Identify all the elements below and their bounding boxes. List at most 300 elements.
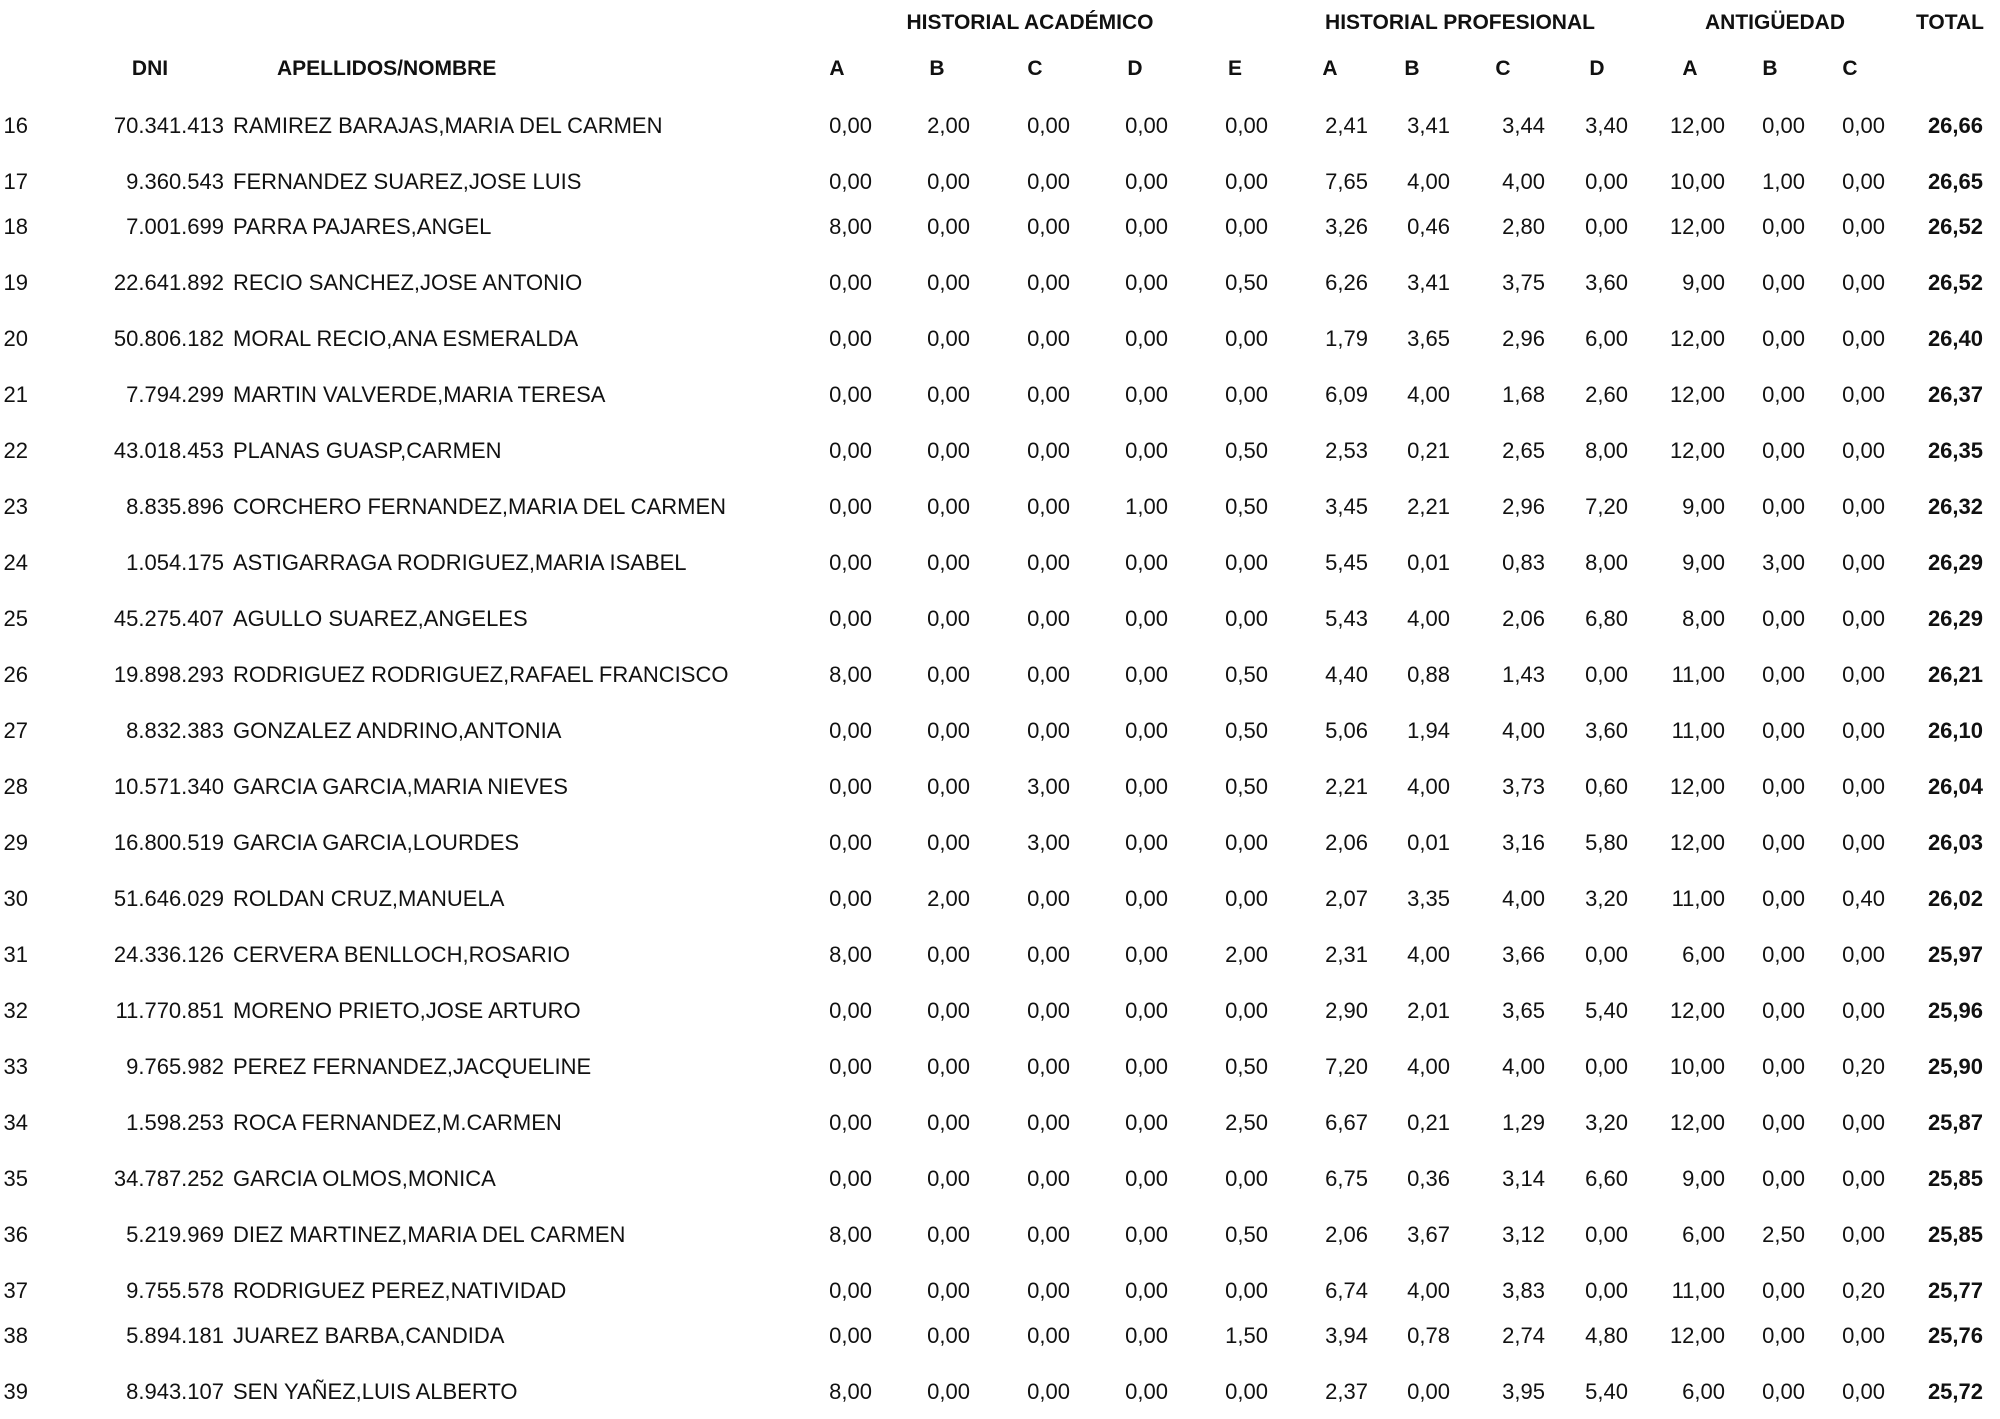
antiguedad-cell: 0,00 bbox=[1842, 998, 1885, 1023]
historial-profesional-cell: 3,16 bbox=[1502, 830, 1545, 855]
historial-academico-cell: 0,00 bbox=[1027, 886, 1070, 911]
dni-cell: 7.001.699 bbox=[126, 214, 224, 239]
dni-cell: 9.765.982 bbox=[126, 1054, 224, 1079]
historial-academico-cell: 0,00 bbox=[1027, 326, 1070, 351]
historial-academico-cell: 0,00 bbox=[1027, 494, 1070, 519]
row-number: 18 bbox=[3, 214, 28, 239]
historial-academico-cell: 0,00 bbox=[1027, 1054, 1070, 1079]
historial-profesional-cell: 2,21 bbox=[1407, 494, 1450, 519]
historial-academico-cell: 0,00 bbox=[927, 438, 970, 463]
antiguedad-cell: 6,00 bbox=[1682, 1379, 1725, 1404]
historial-profesional-cell: 0,00 bbox=[1585, 1222, 1628, 1247]
historial-academico-cell: 0,00 bbox=[829, 169, 872, 194]
historial-profesional-cell: 0,00 bbox=[1585, 942, 1628, 967]
historial-profesional-cell: 4,00 bbox=[1407, 1054, 1450, 1079]
total-cell: 26,29 bbox=[1927, 606, 1983, 631]
row-number: 28 bbox=[3, 774, 28, 799]
name-cell: ROCA FERNANDEZ,M.CARMEN bbox=[233, 1110, 562, 1135]
historial-profesional-cell: 0,78 bbox=[1407, 1323, 1450, 1348]
historial-profesional-cell: 1,79 bbox=[1325, 326, 1368, 351]
historial-academico-cell: 0,00 bbox=[1125, 1278, 1168, 1303]
antiguedad-cell: 0,00 bbox=[1762, 998, 1805, 1023]
antiguedad-cell: 0,00 bbox=[1842, 1222, 1885, 1247]
historial-profesional-cell: 2,90 bbox=[1325, 998, 1368, 1023]
antiguedad-cell: 0,00 bbox=[1762, 718, 1805, 743]
group-header-historial-profesional: HISTORIAL PROFESIONAL bbox=[1325, 11, 1595, 34]
dni-cell: 45.275.407 bbox=[113, 606, 224, 631]
historial-academico-cell: 0,50 bbox=[1225, 718, 1268, 743]
historial-profesional-cell: 2,96 bbox=[1502, 494, 1545, 519]
row-number: 30 bbox=[3, 886, 28, 911]
antiguedad-cell: 0,20 bbox=[1842, 1054, 1885, 1079]
antiguedad-cell: 12,00 bbox=[1669, 382, 1725, 407]
antiguedad-cell: 0,00 bbox=[1842, 662, 1885, 687]
antiguedad-cell: 0,00 bbox=[1842, 1166, 1885, 1191]
total-cell: 26,03 bbox=[1927, 830, 1983, 855]
column-header-an-a: A bbox=[1682, 57, 1698, 80]
historial-academico-cell: 0,50 bbox=[1225, 1054, 1268, 1079]
historial-profesional-cell: 4,00 bbox=[1407, 1278, 1450, 1303]
historial-academico-cell: 0,00 bbox=[1027, 214, 1070, 239]
dni-cell: 11.770.851 bbox=[115, 998, 224, 1023]
historial-profesional-cell: 2,41 bbox=[1325, 113, 1368, 138]
total-cell: 26,10 bbox=[1927, 718, 1983, 743]
historial-academico-cell: 0,00 bbox=[927, 1166, 970, 1191]
historial-academico-cell: 0,00 bbox=[1225, 550, 1268, 575]
column-header-dni: DNI bbox=[131, 57, 169, 80]
antiguedad-cell: 6,00 bbox=[1682, 942, 1725, 967]
historial-profesional-cell: 2,60 bbox=[1585, 382, 1628, 407]
antiguedad-cell: 0,00 bbox=[1842, 494, 1885, 519]
historial-academico-cell: 0,00 bbox=[829, 438, 872, 463]
name-cell: MARTIN VALVERDE,MARIA TERESA bbox=[233, 382, 606, 407]
historial-academico-cell: 2,00 bbox=[927, 886, 970, 911]
historial-profesional-cell: 4,00 bbox=[1502, 169, 1545, 194]
historial-profesional-cell: 4,00 bbox=[1407, 942, 1450, 967]
dni-cell: 9.755.578 bbox=[126, 1278, 224, 1303]
name-cell: PEREZ FERNANDEZ,JACQUELINE bbox=[233, 1054, 592, 1079]
historial-profesional-cell: 3,67 bbox=[1407, 1222, 1450, 1247]
historial-profesional-cell: 3,20 bbox=[1585, 886, 1628, 911]
historial-profesional-cell: 5,45 bbox=[1325, 550, 1368, 575]
historial-academico-cell: 0,00 bbox=[1027, 169, 1070, 194]
historial-profesional-cell: 3,65 bbox=[1502, 998, 1545, 1023]
historial-academico-cell: 0,00 bbox=[1027, 270, 1070, 295]
historial-academico-cell: 0,00 bbox=[1125, 1110, 1168, 1135]
historial-profesional-cell: 6,75 bbox=[1325, 1166, 1368, 1191]
historial-academico-cell: 3,00 bbox=[1027, 774, 1070, 799]
antiguedad-cell: 0,00 bbox=[1842, 270, 1885, 295]
historial-profesional-cell: 6,60 bbox=[1585, 1166, 1628, 1191]
total-cell: 26,35 bbox=[1927, 438, 1983, 463]
historial-profesional-cell: 7,20 bbox=[1585, 494, 1628, 519]
antiguedad-cell: 0,00 bbox=[1762, 1166, 1805, 1191]
antiguedad-cell: 10,00 bbox=[1669, 169, 1725, 194]
historial-academico-cell: 0,50 bbox=[1225, 438, 1268, 463]
row-number: 17 bbox=[3, 169, 28, 194]
row-number: 16 bbox=[3, 113, 28, 138]
antiguedad-cell: 1,00 bbox=[1762, 169, 1805, 194]
historial-academico-cell: 0,00 bbox=[927, 1379, 970, 1404]
historial-academico-cell: 0,00 bbox=[1225, 169, 1268, 194]
historial-profesional-cell: 0,00 bbox=[1407, 1379, 1450, 1404]
name-cell: PARRA PAJARES,ANGEL bbox=[233, 214, 492, 239]
historial-profesional-cell: 2,07 bbox=[1325, 886, 1368, 911]
historial-academico-cell: 0,00 bbox=[1125, 214, 1168, 239]
antiguedad-cell: 9,00 bbox=[1682, 494, 1725, 519]
historial-academico-cell: 0,00 bbox=[927, 494, 970, 519]
antiguedad-cell: 0,00 bbox=[1842, 113, 1885, 138]
total-cell: 25,76 bbox=[1927, 1323, 1983, 1348]
historial-profesional-cell: 2,06 bbox=[1325, 1222, 1368, 1247]
historial-academico-cell: 2,00 bbox=[1225, 942, 1268, 967]
row-number: 32 bbox=[3, 998, 28, 1023]
historial-profesional-cell: 0,46 bbox=[1407, 214, 1450, 239]
historial-academico-cell: 0,00 bbox=[829, 886, 872, 911]
historial-academico-cell: 0,00 bbox=[829, 494, 872, 519]
historial-profesional-cell: 0,88 bbox=[1407, 662, 1450, 687]
antiguedad-cell: 12,00 bbox=[1669, 998, 1725, 1023]
dni-cell: 22.641.892 bbox=[113, 270, 224, 295]
antiguedad-cell: 6,00 bbox=[1682, 1222, 1725, 1247]
column-header-ha-c: C bbox=[1027, 57, 1043, 80]
historial-profesional-cell: 4,00 bbox=[1407, 606, 1450, 631]
total-cell: 26,04 bbox=[1927, 774, 1983, 799]
historial-academico-cell: 0,00 bbox=[1125, 1379, 1168, 1404]
historial-academico-cell: 0,00 bbox=[1027, 998, 1070, 1023]
dni-cell: 5.894.181 bbox=[126, 1323, 224, 1348]
antiguedad-cell: 11,00 bbox=[1671, 886, 1725, 911]
historial-profesional-cell: 0,36 bbox=[1407, 1166, 1450, 1191]
historial-profesional-cell: 3,12 bbox=[1502, 1222, 1545, 1247]
antiguedad-cell: 12,00 bbox=[1669, 830, 1725, 855]
antiguedad-cell: 0,00 bbox=[1842, 774, 1885, 799]
antiguedad-cell: 0,00 bbox=[1762, 494, 1805, 519]
group-header-antiguedad: ANTIGÜEDAD bbox=[1705, 11, 1845, 34]
historial-profesional-cell: 0,00 bbox=[1585, 214, 1628, 239]
historial-profesional-cell: 3,75 bbox=[1502, 270, 1545, 295]
historial-profesional-cell: 2,74 bbox=[1502, 1323, 1545, 1348]
historial-academico-cell: 0,00 bbox=[927, 606, 970, 631]
historial-academico-cell: 0,00 bbox=[1125, 1222, 1168, 1247]
historial-profesional-cell: 1,29 bbox=[1502, 1110, 1545, 1135]
antiguedad-cell: 8,00 bbox=[1682, 606, 1725, 631]
historial-academico-cell: 0,00 bbox=[1027, 1379, 1070, 1404]
historial-academico-cell: 0,00 bbox=[927, 718, 970, 743]
antiguedad-cell: 0,00 bbox=[1842, 169, 1885, 194]
antiguedad-cell: 0,00 bbox=[1842, 942, 1885, 967]
antiguedad-cell: 0,00 bbox=[1762, 270, 1805, 295]
total-cell: 26,66 bbox=[1927, 113, 1983, 138]
total-cell: 26,52 bbox=[1927, 214, 1983, 239]
historial-academico-cell: 0,00 bbox=[927, 942, 970, 967]
antiguedad-cell: 11,00 bbox=[1671, 718, 1725, 743]
historial-profesional-cell: 3,35 bbox=[1407, 886, 1450, 911]
historial-profesional-cell: 4,00 bbox=[1502, 718, 1545, 743]
historial-profesional-cell: 8,00 bbox=[1585, 550, 1628, 575]
row-number: 35 bbox=[3, 1166, 28, 1191]
row-number: 19 bbox=[3, 270, 28, 295]
historial-profesional-cell: 3,40 bbox=[1585, 113, 1628, 138]
historial-academico-cell: 0,00 bbox=[1125, 438, 1168, 463]
historial-academico-cell: 0,00 bbox=[829, 113, 872, 138]
historial-academico-cell: 0,00 bbox=[1125, 1323, 1168, 1348]
antiguedad-cell: 0,00 bbox=[1762, 1379, 1805, 1404]
historial-profesional-cell: 3,26 bbox=[1325, 214, 1368, 239]
name-cell: CERVERA BENLLOCH,ROSARIO bbox=[233, 942, 571, 967]
historial-profesional-cell: 5,40 bbox=[1585, 1379, 1628, 1404]
row-number: 29 bbox=[3, 830, 28, 855]
historial-academico-cell: 0,00 bbox=[927, 326, 970, 351]
name-cell: RECIO SANCHEZ,JOSE ANTONIO bbox=[233, 270, 583, 295]
historial-academico-cell: 0,00 bbox=[1125, 606, 1168, 631]
historial-academico-cell: 0,00 bbox=[1027, 718, 1070, 743]
historial-profesional-cell: 0,00 bbox=[1585, 662, 1628, 687]
antiguedad-cell: 9,00 bbox=[1682, 270, 1725, 295]
antiguedad-cell: 0,00 bbox=[1842, 830, 1885, 855]
historial-academico-cell: 0,00 bbox=[1125, 886, 1168, 911]
dni-cell: 8.943.107 bbox=[126, 1379, 224, 1404]
historial-profesional-cell: 3,60 bbox=[1585, 718, 1628, 743]
historial-academico-cell: 0,00 bbox=[1125, 718, 1168, 743]
dni-cell: 10.571.340 bbox=[113, 774, 224, 799]
row-number: 24 bbox=[3, 550, 28, 575]
historial-profesional-cell: 1,43 bbox=[1502, 662, 1545, 687]
historial-academico-cell: 0,00 bbox=[829, 606, 872, 631]
antiguedad-cell: 0,00 bbox=[1842, 1323, 1885, 1348]
historial-profesional-cell: 2,53 bbox=[1325, 438, 1368, 463]
column-header-an-c: C bbox=[1842, 57, 1858, 80]
dni-cell: 70.341.413 bbox=[113, 113, 224, 138]
antiguedad-cell: 0,00 bbox=[1762, 113, 1805, 138]
historial-academico-cell: 0,00 bbox=[1125, 169, 1168, 194]
historial-academico-cell: 0,00 bbox=[927, 169, 970, 194]
name-cell: GARCIA GARCIA,LOURDES bbox=[233, 830, 520, 855]
historial-profesional-cell: 3,66 bbox=[1502, 942, 1545, 967]
historial-profesional-cell: 4,00 bbox=[1407, 382, 1450, 407]
antiguedad-cell: 0,00 bbox=[1762, 606, 1805, 631]
historial-academico-cell: 0,00 bbox=[829, 774, 872, 799]
historial-academico-cell: 0,00 bbox=[829, 998, 872, 1023]
row-number: 20 bbox=[3, 326, 28, 351]
historial-academico-cell: 0,00 bbox=[1027, 942, 1070, 967]
historial-academico-cell: 0,00 bbox=[927, 214, 970, 239]
historial-academico-cell: 0,00 bbox=[829, 382, 872, 407]
antiguedad-cell: 12,00 bbox=[1669, 113, 1725, 138]
historial-academico-cell: 0,00 bbox=[1027, 606, 1070, 631]
historial-academico-cell: 0,00 bbox=[1027, 1110, 1070, 1135]
historial-academico-cell: 0,00 bbox=[927, 1222, 970, 1247]
historial-academico-cell: 0,00 bbox=[927, 998, 970, 1023]
historial-profesional-cell: 0,83 bbox=[1502, 550, 1545, 575]
historial-academico-cell: 0,50 bbox=[1225, 270, 1268, 295]
name-cell: RODRIGUEZ PEREZ,NATIVIDAD bbox=[233, 1278, 567, 1303]
row-number: 26 bbox=[3, 662, 28, 687]
historial-academico-cell: 0,00 bbox=[927, 774, 970, 799]
total-cell: 25,97 bbox=[1927, 942, 1983, 967]
historial-academico-cell: 0,00 bbox=[829, 1054, 872, 1079]
historial-profesional-cell: 8,00 bbox=[1585, 438, 1628, 463]
historial-academico-cell: 0,00 bbox=[927, 662, 970, 687]
historial-academico-cell: 0,00 bbox=[927, 1110, 970, 1135]
historial-academico-cell: 0,50 bbox=[1225, 774, 1268, 799]
antiguedad-cell: 0,00 bbox=[1842, 1379, 1885, 1404]
row-number: 27 bbox=[3, 718, 28, 743]
antiguedad-cell: 0,00 bbox=[1762, 1323, 1805, 1348]
antiguedad-cell: 0,00 bbox=[1762, 662, 1805, 687]
historial-academico-cell: 8,00 bbox=[829, 1379, 872, 1404]
historial-profesional-cell: 0,01 bbox=[1407, 550, 1450, 575]
antiguedad-cell: 12,00 bbox=[1669, 1323, 1725, 1348]
historial-academico-cell: 0,00 bbox=[1027, 550, 1070, 575]
historial-academico-cell: 0,00 bbox=[927, 1054, 970, 1079]
total-cell: 26,40 bbox=[1927, 326, 1983, 351]
name-cell: MORAL RECIO,ANA ESMERALDA bbox=[233, 326, 579, 351]
total-cell: 26,65 bbox=[1927, 169, 1983, 194]
historial-profesional-cell: 2,37 bbox=[1325, 1379, 1368, 1404]
historial-profesional-cell: 4,00 bbox=[1407, 774, 1450, 799]
historial-academico-cell: 1,00 bbox=[1125, 494, 1168, 519]
group-header-total: TOTAL bbox=[1915, 11, 1985, 34]
antiguedad-cell: 3,00 bbox=[1762, 550, 1805, 575]
row-number: 33 bbox=[3, 1054, 28, 1079]
total-cell: 25,96 bbox=[1927, 998, 1983, 1023]
historial-academico-cell: 0,00 bbox=[1225, 1166, 1268, 1191]
historial-profesional-cell: 7,20 bbox=[1325, 1054, 1368, 1079]
historial-profesional-cell: 5,40 bbox=[1585, 998, 1628, 1023]
name-cell: FERNANDEZ SUAREZ,JOSE LUIS bbox=[233, 169, 582, 194]
antiguedad-cell: 0,00 bbox=[1842, 1110, 1885, 1135]
historial-academico-cell: 1,50 bbox=[1225, 1323, 1268, 1348]
historial-academico-cell: 0,00 bbox=[1225, 606, 1268, 631]
historial-academico-cell: 0,00 bbox=[1225, 1278, 1268, 1303]
historial-profesional-cell: 5,06 bbox=[1325, 718, 1368, 743]
name-cell: PLANAS GUASP,CARMEN bbox=[233, 438, 502, 463]
antiguedad-cell: 12,00 bbox=[1669, 326, 1725, 351]
historial-academico-cell: 0,00 bbox=[1125, 270, 1168, 295]
historial-profesional-cell: 3,44 bbox=[1502, 113, 1545, 138]
row-number: 25 bbox=[3, 606, 28, 631]
antiguedad-cell: 0,00 bbox=[1762, 774, 1805, 799]
total-cell: 26,32 bbox=[1927, 494, 1983, 519]
dni-cell: 1.054.175 bbox=[126, 550, 224, 575]
historial-academico-cell: 0,00 bbox=[1225, 886, 1268, 911]
name-cell: CORCHERO FERNANDEZ,MARIA DEL CARMEN bbox=[233, 494, 727, 519]
total-cell: 26,29 bbox=[1927, 550, 1983, 575]
total-cell: 25,85 bbox=[1927, 1222, 1983, 1247]
historial-academico-cell: 0,00 bbox=[1225, 214, 1268, 239]
column-header-ha-a: A bbox=[829, 57, 845, 80]
antiguedad-cell: 0,00 bbox=[1842, 606, 1885, 631]
historial-academico-cell: 0,00 bbox=[1125, 113, 1168, 138]
historial-academico-cell: 0,00 bbox=[927, 830, 970, 855]
historial-profesional-cell: 4,00 bbox=[1502, 886, 1545, 911]
row-number: 23 bbox=[3, 494, 28, 519]
historial-academico-cell: 0,00 bbox=[1225, 830, 1268, 855]
historial-academico-cell: 0,00 bbox=[927, 550, 970, 575]
historial-academico-cell: 8,00 bbox=[829, 214, 872, 239]
historial-academico-cell: 0,00 bbox=[1027, 1222, 1070, 1247]
historial-profesional-cell: 5,80 bbox=[1585, 830, 1628, 855]
historial-profesional-cell: 6,67 bbox=[1325, 1110, 1368, 1135]
name-cell: ASTIGARRAGA RODRIGUEZ,MARIA ISABEL bbox=[233, 550, 687, 575]
antiguedad-cell: 2,50 bbox=[1762, 1222, 1805, 1247]
historial-academico-cell: 0,00 bbox=[829, 270, 872, 295]
historial-profesional-cell: 0,00 bbox=[1585, 169, 1628, 194]
antiguedad-cell: 0,00 bbox=[1762, 1054, 1805, 1079]
name-cell: GONZALEZ ANDRINO,ANTONIA bbox=[233, 718, 562, 743]
dni-cell: 5.219.969 bbox=[126, 1222, 224, 1247]
antiguedad-cell: 0,00 bbox=[1762, 214, 1805, 239]
antiguedad-cell: 0,00 bbox=[1762, 326, 1805, 351]
total-cell: 26,21 bbox=[1927, 662, 1983, 687]
column-header-ha-e: E bbox=[1227, 57, 1242, 80]
row-number: 31 bbox=[3, 942, 28, 967]
row-number: 21 bbox=[3, 382, 28, 407]
name-cell: DIEZ MARTINEZ,MARIA DEL CARMEN bbox=[233, 1222, 626, 1247]
historial-academico-cell: 0,00 bbox=[1125, 1166, 1168, 1191]
dni-cell: 51.646.029 bbox=[113, 886, 224, 911]
historial-profesional-cell: 0,60 bbox=[1585, 774, 1628, 799]
historial-profesional-cell: 2,31 bbox=[1325, 942, 1368, 967]
historial-profesional-cell: 2,65 bbox=[1502, 438, 1545, 463]
historial-academico-cell: 0,00 bbox=[1225, 382, 1268, 407]
historial-profesional-cell: 1,68 bbox=[1502, 382, 1545, 407]
row-number: 37 bbox=[3, 1278, 28, 1303]
total-cell: 25,87 bbox=[1927, 1110, 1983, 1135]
historial-profesional-cell: 2,96 bbox=[1502, 326, 1545, 351]
antiguedad-cell: 11,00 bbox=[1671, 662, 1725, 687]
antiguedad-cell: 12,00 bbox=[1669, 1110, 1725, 1135]
dni-cell: 16.800.519 bbox=[113, 830, 224, 855]
historial-academico-cell: 0,00 bbox=[1027, 438, 1070, 463]
historial-academico-cell: 0,00 bbox=[1027, 1323, 1070, 1348]
column-header-nombre: APELLIDOS/NOMBRE bbox=[277, 57, 497, 80]
historial-academico-cell: 8,00 bbox=[829, 1222, 872, 1247]
historial-profesional-cell: 3,41 bbox=[1407, 113, 1450, 138]
historial-profesional-cell: 6,26 bbox=[1325, 270, 1368, 295]
historial-academico-cell: 8,00 bbox=[829, 942, 872, 967]
historial-academico-cell: 0,00 bbox=[829, 1323, 872, 1348]
dni-cell: 1.598.253 bbox=[126, 1110, 224, 1135]
historial-academico-cell: 0,50 bbox=[1225, 1222, 1268, 1247]
historial-profesional-cell: 2,80 bbox=[1502, 214, 1545, 239]
dni-cell: 7.794.299 bbox=[126, 382, 224, 407]
column-header-hp-b: B bbox=[1404, 57, 1420, 80]
historial-academico-cell: 8,00 bbox=[829, 662, 872, 687]
historial-profesional-cell: 6,00 bbox=[1585, 326, 1628, 351]
row-number: 38 bbox=[3, 1323, 28, 1348]
antiguedad-cell: 11,00 bbox=[1671, 1278, 1725, 1303]
column-header-hp-c: C bbox=[1495, 57, 1511, 80]
historial-profesional-cell: 3,65 bbox=[1407, 326, 1450, 351]
historial-academico-cell: 0,00 bbox=[1225, 1379, 1268, 1404]
historial-profesional-cell: 6,09 bbox=[1325, 382, 1368, 407]
historial-profesional-cell: 4,00 bbox=[1502, 1054, 1545, 1079]
historial-profesional-cell: 4,40 bbox=[1325, 662, 1368, 687]
antiguedad-cell: 0,20 bbox=[1842, 1278, 1885, 1303]
historial-profesional-cell: 3,94 bbox=[1325, 1323, 1368, 1348]
historial-academico-cell: 0,00 bbox=[1125, 662, 1168, 687]
total-cell: 25,72 bbox=[1927, 1379, 1983, 1404]
historial-academico-cell: 0,00 bbox=[1125, 382, 1168, 407]
historial-profesional-cell: 0,01 bbox=[1407, 830, 1450, 855]
dni-cell: 43.018.453 bbox=[113, 438, 224, 463]
historial-profesional-cell: 2,06 bbox=[1325, 830, 1368, 855]
antiguedad-cell: 0,00 bbox=[1842, 326, 1885, 351]
historial-academico-cell: 0,00 bbox=[829, 550, 872, 575]
historial-academico-cell: 0,00 bbox=[927, 382, 970, 407]
